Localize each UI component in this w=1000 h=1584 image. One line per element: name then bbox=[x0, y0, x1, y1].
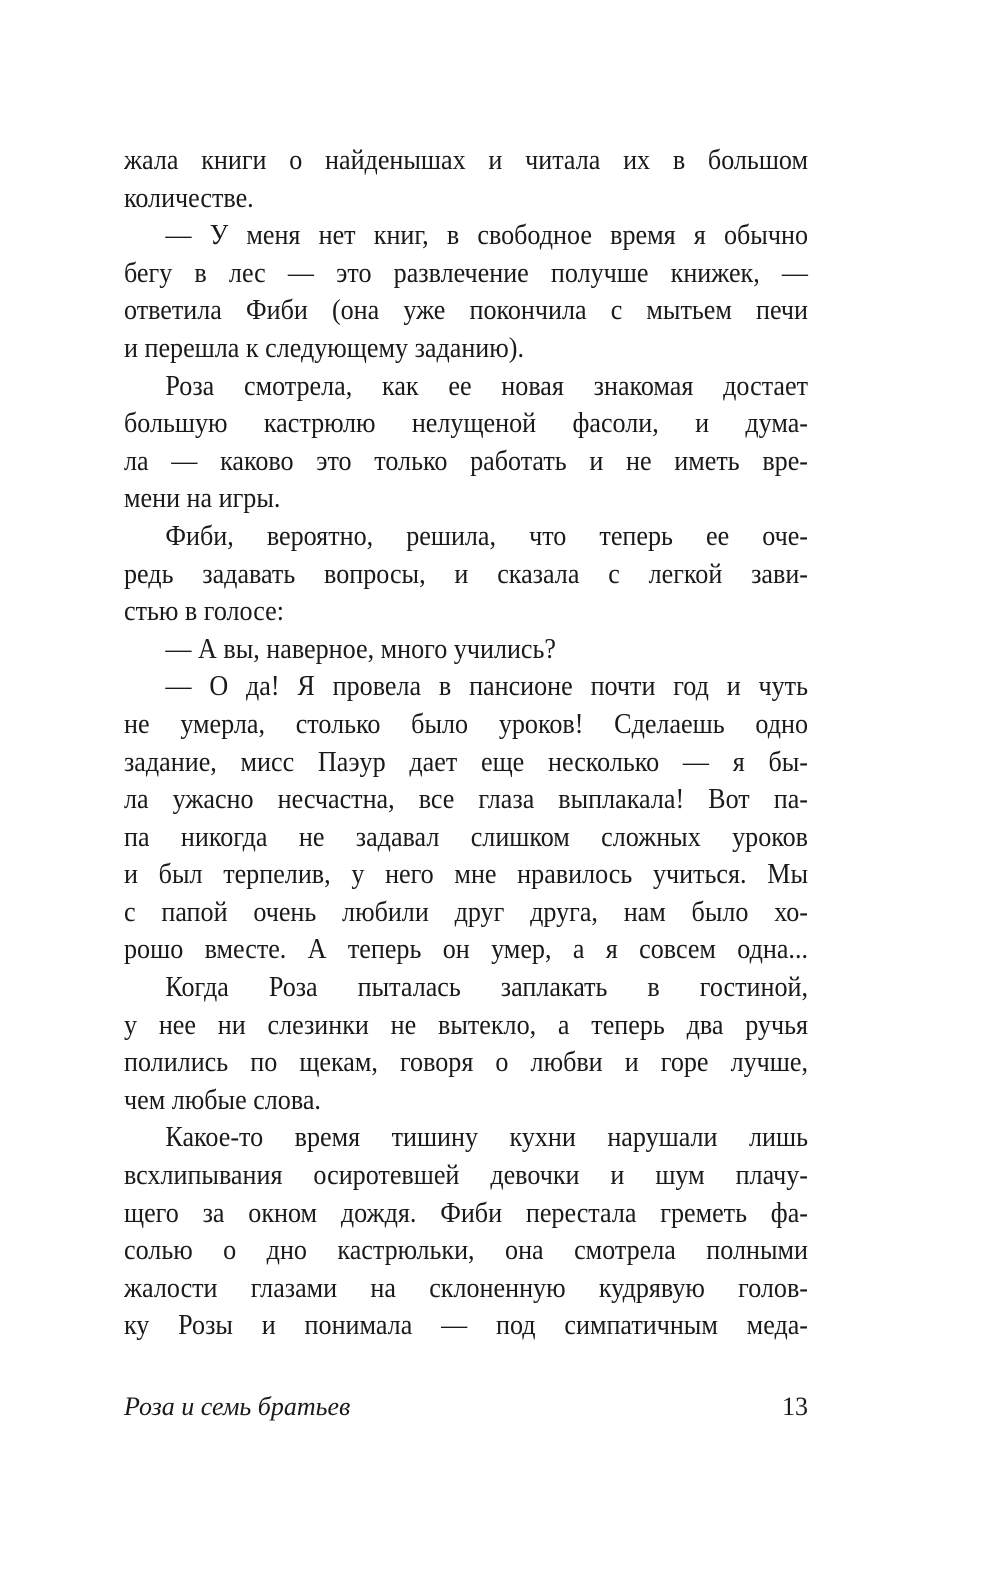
text-line: бегу в лес — это развлечение получше книжек, — bbox=[124, 256, 808, 289]
text-line: и перешла к следующему заданию). bbox=[124, 331, 524, 364]
text-line: редь задавать вопросы, и сказала с легкой зави- bbox=[124, 557, 808, 590]
text-line: па никогда не задавал слишком сложных уроков bbox=[124, 820, 808, 853]
text-line: рошо вместе. А теперь он умер, а я совсем одна... bbox=[124, 933, 808, 966]
text-line: у нее ни слезинки не вытекло, а теперь два ручья bbox=[124, 1008, 808, 1041]
text-line: полились по щекам, говоря о любви и горе лучше, bbox=[124, 1046, 808, 1079]
text-line: — О да! Я провела в пансионе почти год и чуть bbox=[165, 670, 808, 703]
page-number: 13 bbox=[782, 1392, 808, 1421]
text-line: — У меня нет книг, в свободное время я обычно bbox=[165, 219, 808, 252]
text-line: — А вы, наверное, много учились? bbox=[165, 632, 557, 665]
text-line: Фиби, вероятно, решила, что теперь ее оче- bbox=[165, 519, 808, 552]
paragraph bbox=[124, 368, 808, 518]
text-line: стью в голосе: bbox=[124, 595, 285, 628]
paragraph bbox=[124, 668, 808, 969]
text-line: жала книги о найденышах и читала их в большом bbox=[124, 144, 808, 176]
text-line: и был терпелив, у него мне нравилось учиться. Мы bbox=[124, 858, 808, 891]
text-line: Какое-то время тишину кухни нарушали лишь bbox=[165, 1121, 808, 1154]
text-line: большую кастрюлю нелущеной фасоли, и дума- bbox=[124, 407, 808, 440]
text-line: чем любые слова. bbox=[124, 1083, 321, 1116]
paragraph bbox=[124, 518, 808, 631]
text-line: щего за окном дождя. Фиби перестала греметь фа- bbox=[124, 1196, 808, 1229]
text-line: Когда Роза пыталась заплакать в гостиной, bbox=[165, 971, 808, 1004]
text-line: не умерла, столько было уроков! Сделаешь одно bbox=[124, 707, 808, 740]
text-line: задание, мисс Паэур дает еще несколько — я бы- bbox=[124, 745, 808, 778]
text-line: мени на игры. bbox=[124, 482, 281, 515]
paragraph bbox=[124, 1119, 808, 1345]
paragraph bbox=[124, 217, 808, 367]
running-title: Роза и семь братьев bbox=[124, 1392, 351, 1421]
text-line: всхлипывания осиротевшей девочки и шум плачу- bbox=[124, 1159, 808, 1192]
paragraph bbox=[124, 969, 808, 1119]
text-line: солью о дно кастрюльки, она смотрела полными bbox=[124, 1234, 808, 1267]
paragraph bbox=[124, 631, 808, 669]
text-line: ла ужасно несчастна, все глаза выплакала! Вот па- bbox=[124, 783, 808, 816]
body-text bbox=[124, 142, 808, 1345]
text-line: Роза смотрела, как ее новая знакомая достает bbox=[165, 369, 808, 402]
text-line: жалости глазами на склоненную кудрявую голов- bbox=[124, 1271, 808, 1304]
page-footer bbox=[124, 1392, 808, 1428]
text-line: ответила Фиби (она уже покончила с мытьем печи bbox=[124, 294, 808, 327]
paragraph bbox=[124, 142, 808, 217]
text-line: с папой очень любили друг друга, нам было хо- bbox=[124, 895, 808, 928]
text-line: ла — каково это только работать и не иметь вре- bbox=[124, 444, 808, 477]
text-line: ку Розы и понимала — под симпатичным меда- bbox=[124, 1309, 808, 1342]
text-line: количестве. bbox=[124, 181, 254, 214]
